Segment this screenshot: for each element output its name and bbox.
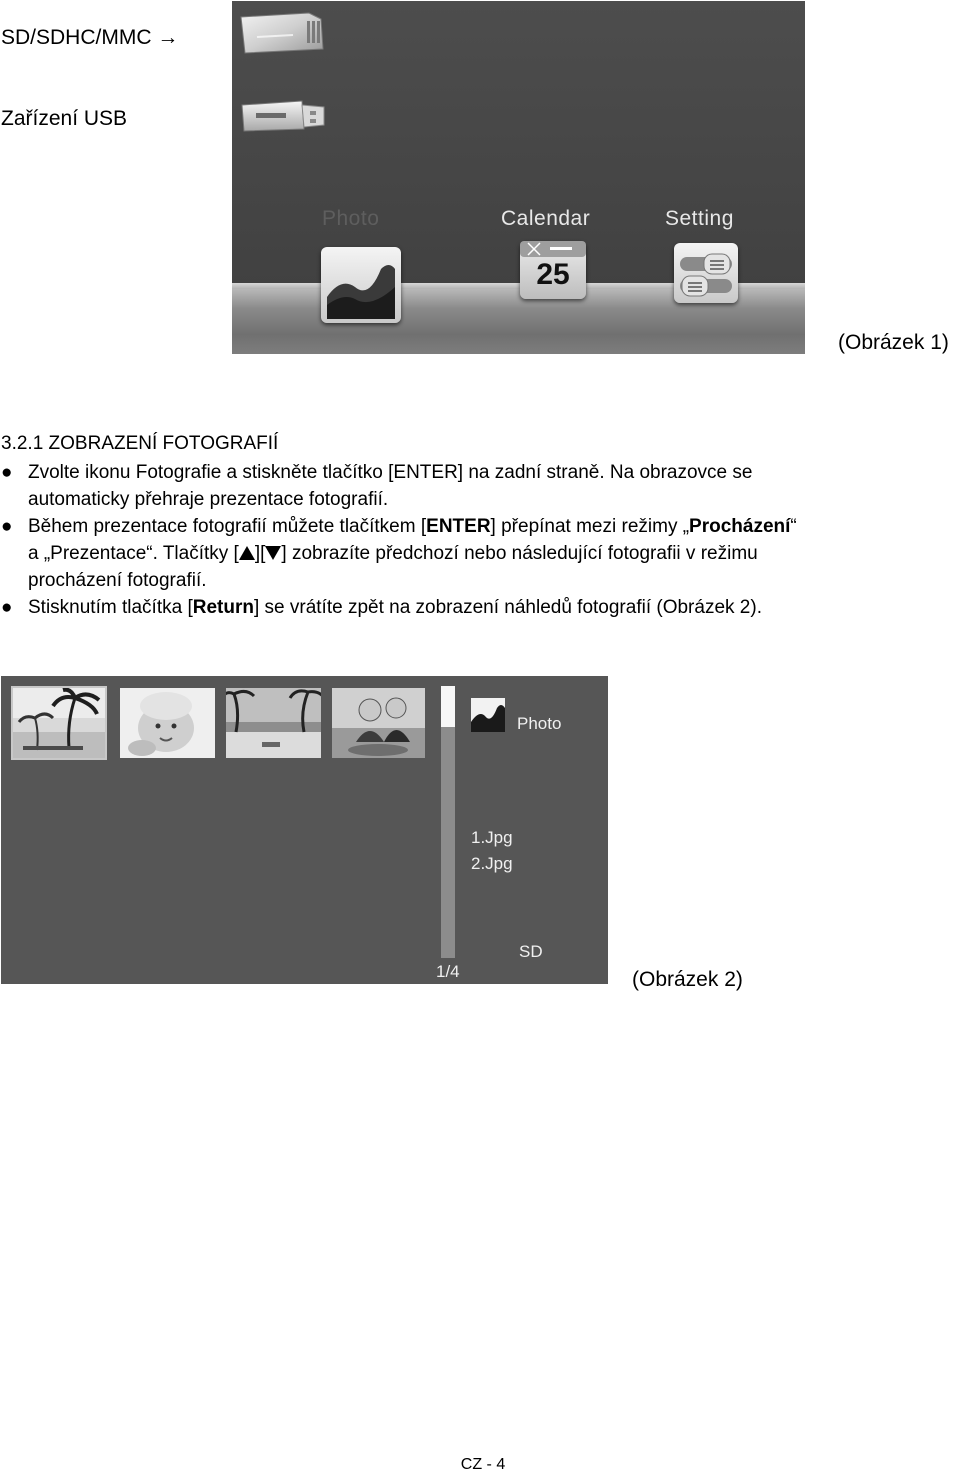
- sd-card-icon[interactable]: [237, 9, 327, 54]
- bullet-mark: ●: [1, 597, 13, 618]
- source-label: SD: [519, 942, 543, 961]
- main-menu-screenshot: [232, 1, 805, 354]
- beach-palm-photo: [13, 688, 105, 758]
- instructions: [1, 459, 956, 621]
- thumbnail[interactable]: [332, 688, 425, 758]
- thumbnail[interactable]: [226, 688, 321, 758]
- setting-menu-button[interactable]: [674, 243, 738, 303]
- bullet-2-line-2: [1, 540, 956, 567]
- thumbnail[interactable]: [120, 688, 215, 758]
- menu-label-photo: Photo: [322, 207, 380, 230]
- scrollbar-thumb[interactable]: [441, 686, 455, 727]
- bullet-2: [1, 513, 956, 540]
- figure2-caption: (Obrázek 2): [632, 968, 743, 991]
- thumbnail-selected[interactable]: [11, 686, 107, 760]
- calendar-day: 25: [536, 258, 570, 291]
- bullet-2-text: Během prezentace fotografií můžete tlačítkem [: [28, 516, 427, 537]
- photo-menu-button[interactable]: [321, 247, 401, 323]
- file-item[interactable]: 2.Jpg: [471, 854, 513, 873]
- down-arrow-icon: [265, 546, 281, 560]
- section-heading: 3.2.1 ZOBRAZENÍ FOTOGRAFIÍ: [1, 433, 279, 454]
- menu-label-setting: Setting: [665, 207, 734, 230]
- bullet-2-text: “: [790, 516, 797, 537]
- enter-key-label: ENTER: [426, 516, 491, 537]
- bullet-2-text: ] zobrazíte předchozí nebo následující fotografii v režimu: [281, 543, 758, 564]
- baby-photo: [120, 688, 215, 758]
- bullet-mark: ●: [1, 516, 13, 537]
- browser-title: Photo: [517, 714, 562, 733]
- page-indicator: 1/4: [436, 962, 460, 981]
- menu-label-calendar: Calendar: [501, 207, 591, 230]
- figure1-caption: (Obrázek 1): [838, 331, 949, 354]
- return-key-label: Return: [192, 597, 254, 618]
- photo-icon: [471, 698, 505, 732]
- bullet-2-text: ] přepínat mezi režimy „: [490, 516, 690, 537]
- bullet-3-text: Stisknutím tlačítka [: [28, 597, 193, 618]
- children-photo: [332, 688, 425, 758]
- page-number: CZ - 4: [460, 1456, 506, 1473]
- usb-drive-icon[interactable]: [240, 97, 326, 133]
- file-item[interactable]: 1.Jpg: [471, 828, 513, 847]
- toggle-switch-icon: [674, 243, 738, 303]
- bullet-3-text: ] se vrátíte zpět na zobrazení náhledů fotografií (Obrázek 2).: [253, 597, 762, 618]
- bullet-1: [1, 459, 956, 486]
- bullet-2-line-3: procházení fotografií.: [28, 570, 207, 591]
- calendar-menu-button[interactable]: [520, 241, 586, 299]
- usb-device-label: Zařízení USB: [1, 107, 128, 130]
- bullet-1-line-1: Zvolte ikonu Fotografie a stiskněte tlačítko [ENTER] na zadní straně. Na obrazovce se: [28, 462, 753, 483]
- thumbnail-browser-screenshot: [1, 676, 608, 984]
- browse-mode-label: Procházení: [689, 516, 791, 537]
- bullet-mark: ●: [1, 462, 13, 483]
- tropical-beach-photo: [226, 688, 321, 758]
- scrollbar-track[interactable]: [441, 686, 455, 958]
- photo-icon: [321, 247, 401, 323]
- bullet-2-text: ][: [254, 543, 266, 564]
- up-arrow-icon: [239, 546, 255, 560]
- bullet-2-text: a „Prezentace“. Tlačítky [: [28, 543, 239, 564]
- bullet-3: [1, 594, 956, 621]
- bullet-1-line-2: automaticky přehraje prezentace fotografií.: [28, 489, 389, 510]
- sd-card-label: SD/SDHC/MMC →: [1, 26, 179, 49]
